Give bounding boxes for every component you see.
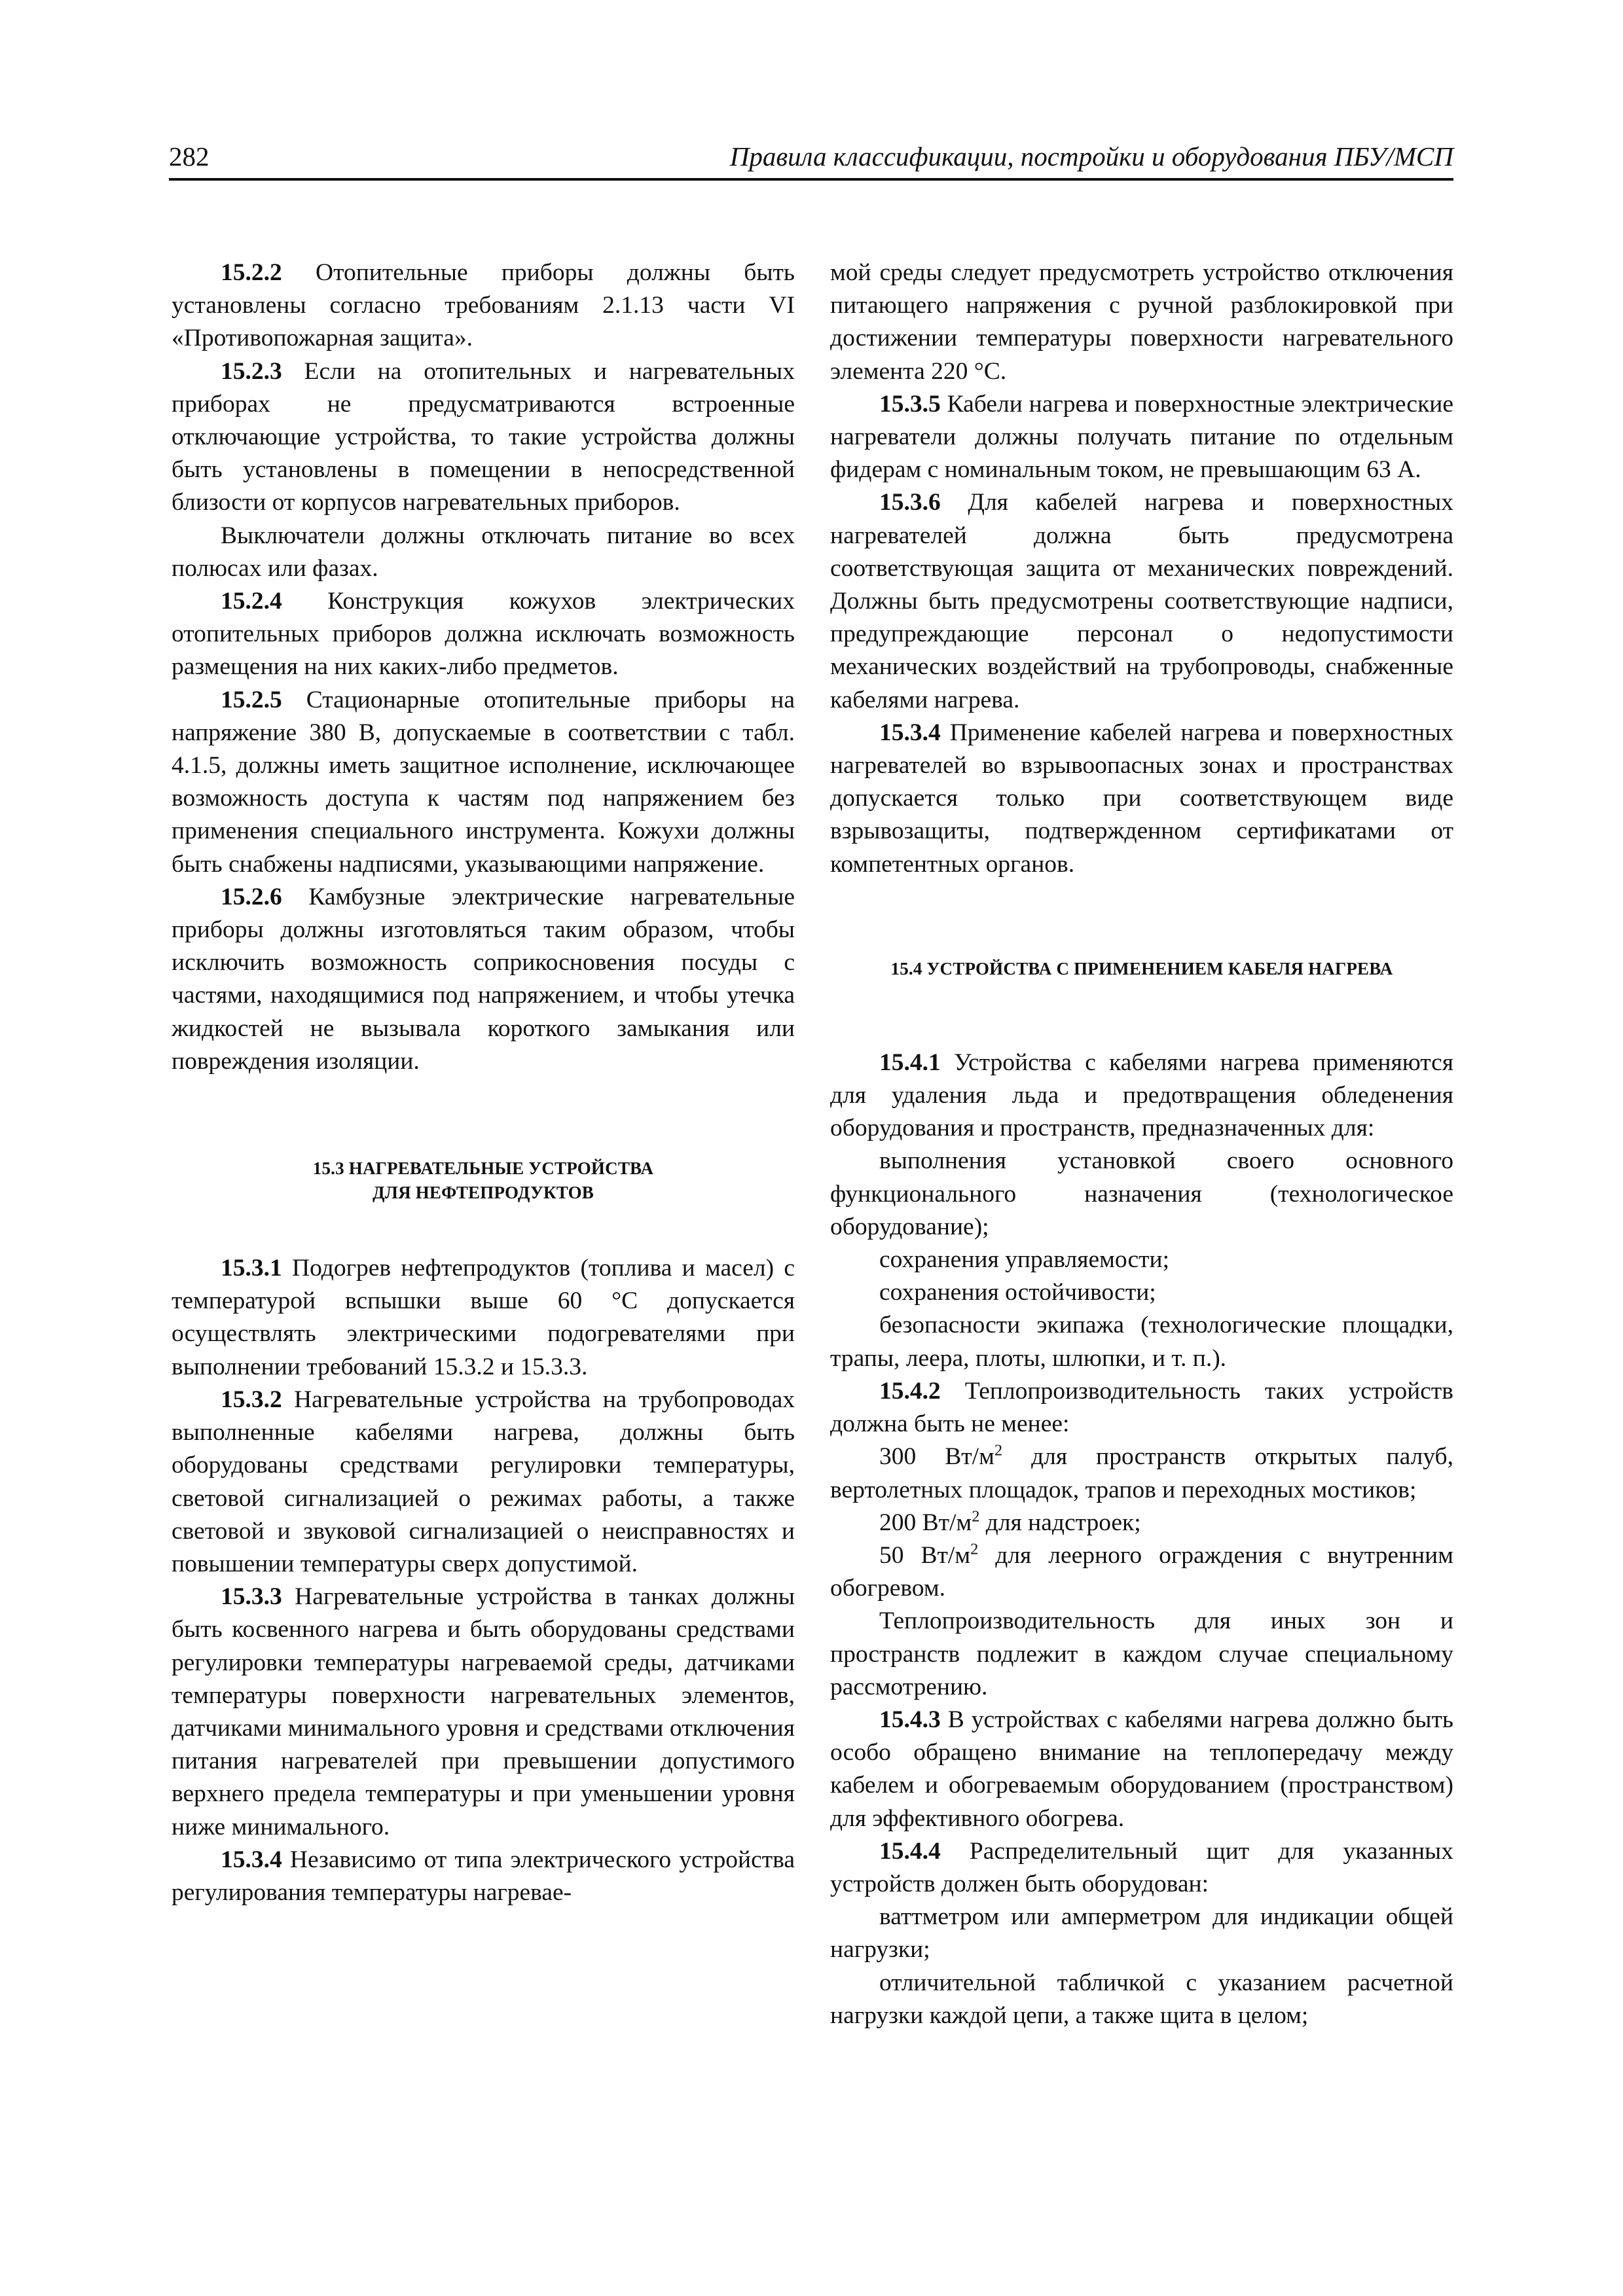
list-item	[830, 1507, 1453, 1539]
superscript: 2	[970, 1540, 979, 1558]
list-item	[830, 1901, 1453, 1966]
paragraph	[830, 1835, 1453, 1901]
clause-number: 15.4.4	[879, 1837, 941, 1865]
paragraph	[830, 1047, 1453, 1145]
paragraph-text: Кабели нагрева и поверхностные электрические нагреватели должны получать питание по отдельным фидерам с номинальным током, не превышающим 63 А.	[830, 390, 1453, 484]
paragraph-text: Устройства с кабелями нагрева применяются для удаления льда и предотвращения обледенения оборудования и пространств, предназначенных для:	[830, 1049, 1453, 1142]
paragraph-text: мой среды следует предусмотреть устройство отключения питающего напряжения с ручной разблокировкой при достижении температуры поверхности нагревательного элемента 220 °С.	[830, 259, 1453, 385]
clause-number: 15.2.6	[221, 883, 282, 910]
paragraph-text: Теплопроизводительность таких устройств должна быть не менее:	[830, 1377, 1453, 1438]
paragraph-text: В устройствах с кабелями нагрева должно быть особо обращено внимание на теплопередачу между кабелем и обогреваемым оборудованием (пространством) для эффективного обогрева.	[830, 1706, 1453, 1832]
clause-number: 15.4.3	[879, 1706, 941, 1733]
paragraph-text: Если на отопительных и нагревательных приборах не предусматриваются встроенные отключающие устройства, то такие устройства должны быть установлены в помещении в непосредственной близости от корпусов нагревательных приборов.	[172, 357, 795, 516]
running-title: Правила классификации, постройки и оборудования ПБУ/МСП	[729, 141, 1453, 171]
paragraph-text: Независимо от типа электрического устройства регулирования температуры нагревае-	[172, 1846, 795, 1906]
clause-number: 15.3.4	[221, 1846, 282, 1873]
value: 50 Вт/м	[879, 1541, 971, 1569]
paragraph	[830, 486, 1453, 716]
section-heading-15-3	[172, 1157, 795, 1205]
list-item	[830, 1539, 1453, 1605]
paragraph	[830, 388, 1453, 487]
paragraph	[172, 1252, 795, 1384]
paragraph-text: ваттметром или амперметром для индикации общей нагрузки;	[830, 1903, 1453, 1964]
clause-number: 15.3.1	[221, 1255, 282, 1282]
page-number: 282	[169, 141, 210, 171]
clause-number: 15.2.4	[221, 588, 282, 615]
paragraph	[172, 520, 795, 585]
paragraph	[830, 1375, 1453, 1441]
list-item	[830, 1309, 1453, 1374]
clause-number: 15.4.1	[879, 1049, 941, 1076]
list-item	[830, 1145, 1453, 1244]
paragraph-text: Подогрев нефтепродуктов (топлива и масел) с температурой вспышки выше 60 °С допускается осуществлять электрическими подогревателями при выполнении требований 15.3.2 и 15.3.3.	[172, 1255, 795, 1380]
paragraph-text: Теплопроизводительность для иных зон и пространств подлежит в каждом случае специальному рассмотрению.	[830, 1607, 1453, 1700]
paragraph-text: для надстроек;	[979, 1509, 1141, 1536]
paragraph-text: Отопительные приборы должны быть установлены согласно требованиям 2.1.13 части VI «Противопожарная защита».	[172, 259, 795, 352]
paragraph-text: Выключатели должны отключать питание во всех полюсах или фазах.	[172, 522, 795, 582]
paragraph	[172, 585, 795, 684]
paragraph	[172, 355, 795, 520]
paragraph-text: Для кабелей нагрева и поверхностных нагревателей должна быть предусмотрена соответствующая защита от механических повреждений. Должны быть предусмотрены соответствующие надписи, предупреждающие персонал о недопустимости механических воздействий на трубопроводы, снабженные кабелями нагрева.	[830, 489, 1453, 713]
paragraph-text: Нагревательные устройства на трубопроводах выполненные кабелями нагрева, должны быть оборудованы средствами регулировки температуры, световой сигнализацией о режимах работы, а также световой и звуковой сигнализацией о неисправностях и повышении температуры сверх допустимой.	[172, 1386, 795, 1577]
paragraph-text: безопасности экипажа (технологические площадки, трапы, леера, плоты, шлюпки, и т. п.).	[830, 1312, 1453, 1372]
paragraph-text: Распределительный щит для указанных устройств должен быть оборудован:	[830, 1837, 1453, 1897]
paragraph-text: сохранения остойчивости;	[879, 1279, 1156, 1306]
paragraph-text: Камбузные электрические нагревательные приборы должны изготовляться таким образом, чтобы исключить возможность соприкосновения посуды с частями, находящимися под напряжением, и чтобы утечка жидкостей не вызывала короткого замыкания или повреждения изоляции.	[172, 883, 795, 1075]
paragraph-text: Нагревательные устройства в танках должны быть косвенного нагрева и быть оборудованы средствами регулировки температуры нагреваемой среды, датчиками температуры поверхности нагревательных элементов, датчиками минимального уровня и средствами отключения питания нагревателей при превышении допустимого верхнего предела температуры и при уменьшении уровня ниже минимального.	[172, 1583, 795, 1840]
clause-number: 15.3.5	[879, 390, 941, 418]
value: 300 Вт/м	[879, 1443, 994, 1471]
paragraph	[172, 1581, 795, 1844]
section-heading-15-4: 15.4 УСТРОЙСТВА С ПРИМЕНЕНИЕМ КАБЕЛЯ НАГРЕВА	[890, 958, 1393, 978]
section-heading-line: 15.3 НАГРЕВАТЕЛЬНЫЕ УСТРОЙСТВА	[312, 1158, 654, 1179]
paragraph-text: Применение кабелей нагрева и поверхностных нагревателей во взрывоопасных зонах и пространствах допускается только при соответствующем виде взрывозащиты, подтвержденном сертификатами от компетентных органов.	[830, 719, 1453, 878]
superscript: 2	[972, 1507, 980, 1526]
paragraph	[172, 257, 795, 355]
paragraph-text: для леерного ограждения с внутренним обогревом.	[830, 1541, 1453, 1602]
paragraph	[172, 881, 795, 1078]
superscript: 2	[994, 1441, 1003, 1460]
paragraph	[830, 717, 1453, 881]
list-item	[830, 1244, 1453, 1276]
paragraph-text: для пространств открытых палуб, вертолетных площадок, трапов и переходных мостиков;	[830, 1443, 1453, 1503]
clause-number: 15.3.4	[879, 719, 941, 746]
paragraph-text: сохранения управляемости;	[879, 1246, 1170, 1274]
paragraph-text: отличительной табличкой с указанием расчетной нагрузки каждой цепи, а также щита в целом;	[830, 1969, 1453, 2029]
page-header	[169, 140, 1453, 181]
paragraph	[172, 1384, 795, 1581]
list-item	[830, 1441, 1453, 1506]
list-item	[830, 1276, 1453, 1309]
right-column	[830, 257, 1453, 2032]
clause-number: 15.3.2	[221, 1386, 282, 1413]
paragraph	[830, 257, 1453, 388]
clause-number: 15.3.6	[879, 489, 941, 516]
paragraph-text: Стационарные отопительные приборы на напряжение 380 В, допускаемые в соответствии с табл. 4.1.5, должны иметь защитное исполнение, исключающее возможность доступа к частям под напряжением без применения специального инструмента. Кожухи должны быть снабжены надписями, указывающими напряжение.	[172, 686, 795, 878]
paragraph	[830, 1605, 1453, 1704]
clause-number: 15.4.2	[879, 1377, 941, 1405]
clause-number: 15.2.3	[221, 357, 282, 385]
value: 200 Вт/м	[879, 1509, 972, 1536]
paragraph-text: Конструкция кожухов электрических отопительных приборов должна исключать возможность размещения на них каких-либо предметов.	[172, 588, 795, 681]
paragraph	[830, 1704, 1453, 1835]
clause-number: 15.3.3	[221, 1583, 282, 1611]
paragraph	[172, 1844, 795, 1909]
clause-number: 15.2.5	[221, 686, 282, 713]
list-item	[830, 1967, 1453, 2032]
clause-number: 15.2.2	[221, 259, 282, 286]
section-heading-line: ДЛЯ НЕФТЕПРОДУКТОВ	[372, 1183, 594, 1203]
left-column	[172, 257, 795, 1909]
paragraph	[172, 684, 795, 881]
paragraph-text: выполнения установкой своего основного функционального назначения (технологическое оборудование);	[830, 1147, 1453, 1240]
